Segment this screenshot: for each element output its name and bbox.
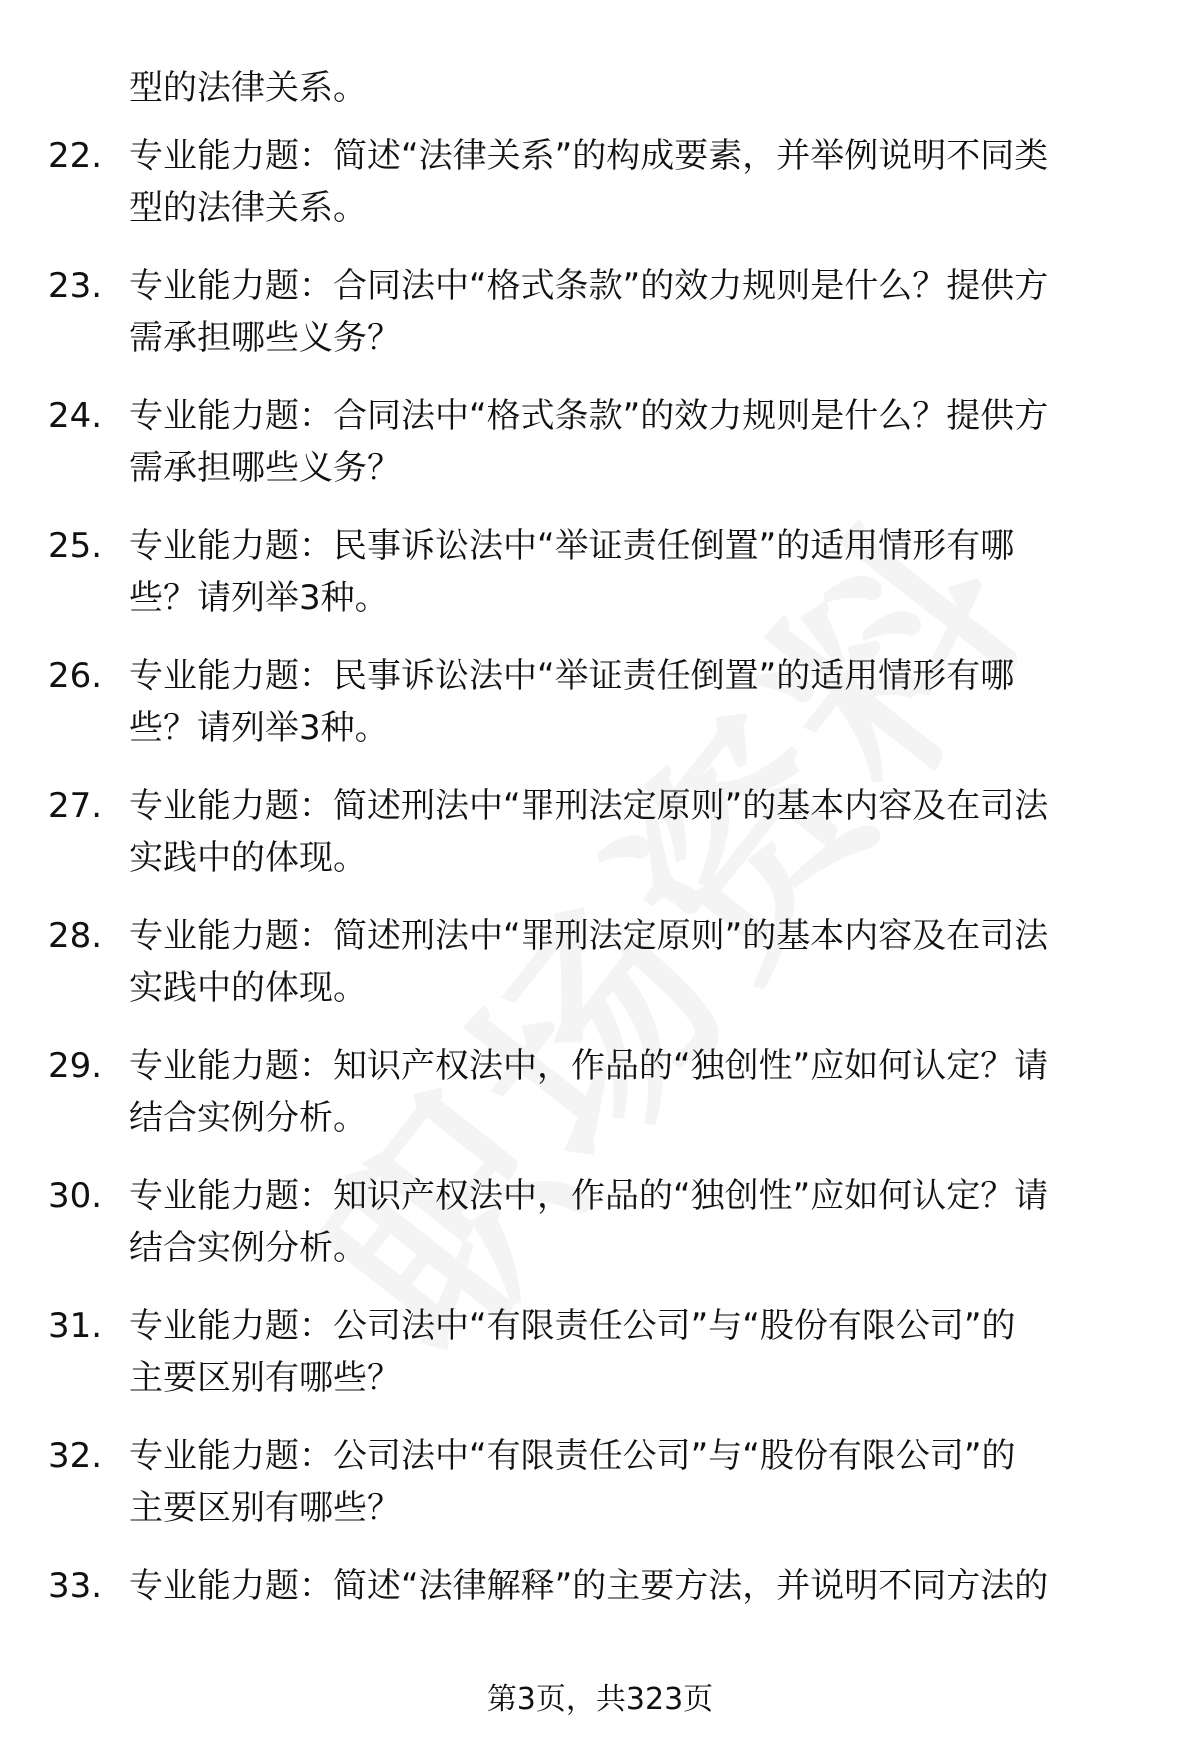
question-line: 专业能力题：公司法中“有限责任公司”与“股份有限公司”的 — [129, 1306, 1016, 1346]
question-line: 需承担哪些义务？ — [129, 318, 401, 358]
question-item — [0, 650, 1200, 780]
question-line: 专业能力题：简述“法律解释”的主要方法，并说明不同方法的 — [129, 1566, 1049, 1606]
question-text — [129, 1040, 1139, 1144]
question-line: 专业能力题：知识产权法中，作品的“独创性”应如何认定？请 — [129, 1046, 1049, 1086]
question-number: 25. — [48, 526, 103, 566]
question-line: 些？请列举3种。 — [129, 708, 389, 748]
question-line: 专业能力题：合同法中“格式条款”的效力规则是什么？提供方 — [129, 266, 1049, 306]
question-item — [0, 780, 1200, 910]
question-number: 22. — [48, 136, 103, 176]
question-line: 需承担哪些义务？ — [129, 448, 401, 488]
question-text — [129, 650, 1139, 754]
question-number: 33. — [48, 1566, 103, 1606]
question-text — [129, 780, 1139, 884]
question-text — [129, 1170, 1139, 1274]
question-item — [0, 1040, 1200, 1170]
question-line: 些？请列举3种。 — [129, 578, 389, 618]
question-item — [0, 130, 1200, 260]
question-item — [0, 520, 1200, 650]
question-line: 专业能力题：简述“法律关系”的构成要素，并举例说明不同类 — [129, 136, 1049, 176]
question-line: 结合实例分析。 — [129, 1098, 367, 1138]
question-text — [129, 1300, 1139, 1404]
question-number: 32. — [48, 1436, 103, 1476]
question-line: 结合实例分析。 — [129, 1228, 367, 1268]
question-list — [0, 130, 1200, 1690]
question-text — [129, 390, 1139, 494]
question-line: 专业能力题：公司法中“有限责任公司”与“股份有限公司”的 — [129, 1436, 1016, 1476]
question-line: 专业能力题：民事诉讼法中“举证责任倒置”的适用情形有哪 — [129, 656, 1015, 696]
question-number: 30. — [48, 1176, 103, 1216]
question-item — [0, 390, 1200, 520]
question-item — [0, 910, 1200, 1040]
continued-text: 型的法律关系。 — [129, 68, 367, 108]
question-text — [129, 130, 1139, 234]
question-text — [129, 520, 1139, 624]
question-line: 实践中的体现。 — [129, 968, 367, 1008]
question-number: 24. — [48, 396, 103, 436]
question-text — [129, 1560, 1139, 1612]
question-line: 专业能力题：知识产权法中，作品的“独创性”应如何认定？请 — [129, 1176, 1049, 1216]
question-line: 型的法律关系。 — [129, 188, 367, 228]
question-number: 28. — [48, 916, 103, 956]
question-line: 专业能力题：民事诉讼法中“举证责任倒置”的适用情形有哪 — [129, 526, 1015, 566]
question-text — [129, 1430, 1139, 1534]
question-item — [0, 260, 1200, 390]
question-item — [0, 1560, 1200, 1690]
question-line: 实践中的体现。 — [129, 838, 367, 878]
question-line: 主要区别有哪些？ — [129, 1358, 401, 1398]
question-line: 专业能力题：简述刑法中“罪刑法定原则”的基本内容及在司法 — [129, 916, 1049, 956]
question-number: 23. — [48, 266, 103, 306]
question-line: 专业能力题：简述刑法中“罪刑法定原则”的基本内容及在司法 — [129, 786, 1049, 826]
question-number: 26. — [48, 656, 103, 696]
question-number: 31. — [48, 1306, 103, 1346]
question-text — [129, 260, 1139, 364]
question-number: 27. — [48, 786, 103, 826]
question-text — [129, 910, 1139, 1014]
page-footer: 第3页，共323页 — [486, 1682, 714, 1717]
question-item — [0, 1300, 1200, 1430]
question-item — [0, 1430, 1200, 1560]
question-item — [0, 1170, 1200, 1300]
question-number: 29. — [48, 1046, 103, 1086]
question-line: 主要区别有哪些？ — [129, 1488, 401, 1528]
question-line: 专业能力题：合同法中“格式条款”的效力规则是什么？提供方 — [129, 396, 1049, 436]
